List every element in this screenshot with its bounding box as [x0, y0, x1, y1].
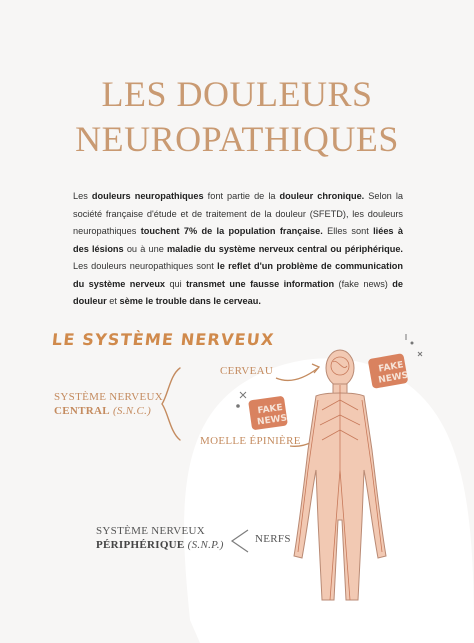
snc-brace [162, 368, 180, 440]
badge-text: FAKE [256, 402, 284, 417]
snp-line-2 [96, 538, 224, 552]
snp-strong: PÉRIPHÉRIQUE [96, 539, 185, 551]
intro-bold: le reflet d'un problème de communication du système nerveux [73, 261, 403, 289]
intro-bold: maladie du système nerveux central ou périphérique. [166, 243, 403, 254]
intro-bold: douleur chronique. [279, 191, 365, 201]
snc-abbr: (S.N.C.) [112, 405, 152, 417]
intro-text: Les douleurs neuropathiques sont [73, 261, 218, 271]
section-title: LE SYSTÈME NERVEUX [51, 330, 276, 349]
snp-abbr: (S.N.P.) [187, 539, 224, 551]
snp-label [96, 524, 224, 552]
snc-line-1: SYSTÈME NERVEUX [54, 391, 164, 403]
intro-bold: transmet une fausse information [186, 278, 335, 289]
moelle-label: MOELLE ÉPINIÈRE [200, 435, 301, 447]
badge-text: NEWS [377, 370, 410, 386]
intro-bold: touchent 7% de la population française. [140, 226, 323, 236]
fake-news-badge-2 [248, 396, 288, 431]
snc-label [54, 390, 163, 418]
snp-line-1: SYSTÈME NERVEUX [96, 525, 206, 537]
intro-text: Les [73, 191, 92, 201]
badge-text: NEWS [256, 413, 288, 428]
intro-bold: sème le trouble dans le cerveau. [119, 296, 261, 306]
intro-text: Elles sont [322, 226, 374, 236]
title-line-2: NEUROPATHIQUES [75, 119, 399, 159]
intro-text: ou à une [123, 243, 167, 254]
intro-text: et [106, 296, 120, 306]
fake-news-badge-1 [368, 353, 409, 389]
title-line-1: LES DOULEURS [101, 74, 373, 114]
intro-bold: liées à des lésions [73, 226, 404, 254]
intro-text: qui [165, 278, 187, 289]
intro-text: Selon la société française d'étude et de traitement de la douleur (SFETD), les douleurs neuropathiques [73, 191, 403, 236]
nerfs-label: NERFS [255, 533, 291, 545]
intro-bold: de douleur [73, 278, 403, 306]
intro-bold: douleurs neuropathiques [91, 191, 204, 201]
snc-line-2 [54, 404, 163, 418]
badge-text: FAKE [377, 360, 405, 375]
intro-text: font partie de la [203, 191, 280, 201]
cerveau-label: CERVEAU [220, 365, 274, 377]
intro-text: (fake news) [334, 278, 393, 289]
snc-strong: CENTRAL [54, 405, 110, 417]
